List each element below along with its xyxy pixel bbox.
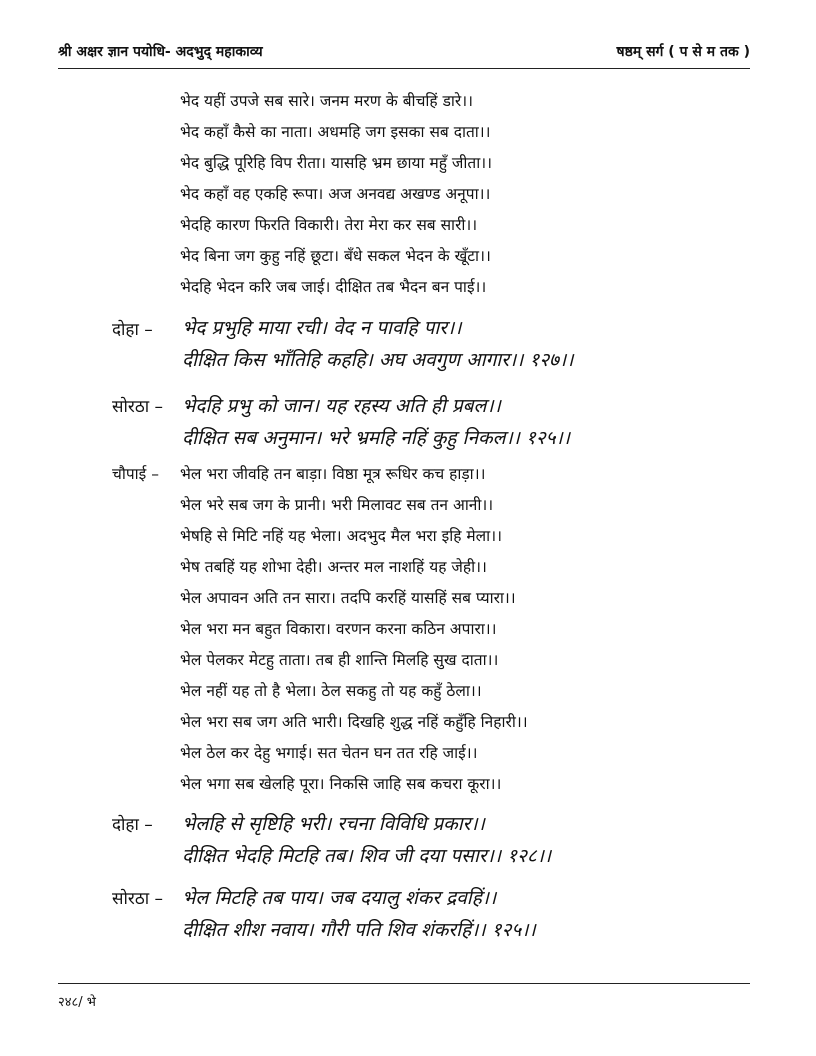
chaupai-label: चौपाई – [112,465,159,483]
doha-label: दोहा – [112,815,153,835]
soratha-label: सोरठा – [112,889,164,909]
verse-line: भेष तबहिं यह शोभा देही। अन्तर मल नाशहिं यह जेही।। [180,558,487,576]
verse-line: भेल अपावन अति तन सारा। तदपि करहिं यासहिं सब प्यारा।। [180,589,516,607]
soratha-line: भेल मिटहि तब पाय। जब दयालु शंकर द्रवहिं।। [182,887,497,909]
chapter-title: षष्ठम् सर्ग ( प से म तक ) [616,44,750,60]
verse-line: भेद यहीं उपजे सब सारे। जनम मरण के बीचहिं डारे।। [180,92,473,110]
verse-line: भेद कहाँ कैसे का नाता। अधमहि जग इसका सब दाता।। [180,123,491,141]
book-title: श्री अक्षर ज्ञान पयोधि- अदभुद् महाकाव्य [58,44,263,60]
verse-line: भेल भरा सब जग अति भारी। दिखहि शुद्ध नहिं कहुँहि निहारी।। [180,713,528,731]
doha-line: भेद प्रभुहि माया रची। वेद न पावहि पार।। [182,317,462,339]
doha-label: दोहा – [112,320,153,340]
verse-line: भेल भगा सब खेलहि पूरा। निकसि जाहि सब कचरा कूरा।। [180,775,502,793]
verse-line: भेदहि कारण फिरति विकारी। तेरा मेरा कर सब सारी।। [180,216,478,234]
verse-line: भेद बिना जग कुहु नहिं छूटा। बँधे सकल भेदन के खूँटा।। [180,247,491,265]
page-number: २४८/ भे [58,995,96,1010]
soratha-line: दीक्षित सब अनुमान। भरे भ्रमहि नहिं कुहु निकल।। १२५।। [182,427,570,449]
soratha-line: दीक्षित शीश नवाय। गौरी पति शिव शंकरहिं।। १२५।। [182,919,536,941]
verse-line: भेदहि भेदन करि जब जाई। दीक्षित तब भैदन बन पाई।। [180,278,487,296]
doha-line: भेलहि से सृष्टिहि भरी। रचना विविधि प्रकार।। [182,813,485,835]
verse-line: भेद बुद्धि पूरिहि विप रीता। यासहि भ्रम छाया महुँ जीता।। [180,154,493,172]
verse-line: भेद कहाँ वह एकहि रूपा। अज अनवद्य अखण्ड अनूपा।। [180,185,491,203]
verse-line: भेल भरा जीवहि तन बाड़ा। विष्ठा मूत्र रूधिर कच हाड़ा।। [180,465,486,483]
verse-line: भेल भरे सब जग के प्रानी। भरी मिलावट सब तन आनी।। [180,496,494,514]
verse-line: भेल ठेल कर देहु भगाई। सत चेतन घन तत रहि जाई।। [180,744,478,762]
soratha-label: सोरठा – [112,397,164,417]
soratha-line: भेदहि प्रभु को जान। यह रहस्य अति ही प्रबल।। [182,395,501,417]
doha-line: दीक्षित किस भाँतिहि कहहि। अघ अवगुण आगार।। १२७।। [182,349,574,371]
doha-line: दीक्षित भेदहि मिटहि तब। शिव जी दया पसार।। १२८।। [182,845,552,867]
page-header [58,38,750,69]
verse-line: भेल नहीं यह तो है भेला। ठेल सकहु तो यह कहुँ ठेला।। [180,682,482,700]
verse-line: भेल भरा मन बहुत विकारा। वरणन करना कठिन अपारा।। [180,620,497,638]
verse-line: भेषहि से मिटि नहिं यह भेला। अदभुद मैल भरा इहि मेला।। [180,527,502,545]
verse-line: भेल पेलकर मेटहु ताता। तब ही शान्ति मिलहि सुख दाता।। [180,651,499,669]
footer-divider [58,983,750,984]
